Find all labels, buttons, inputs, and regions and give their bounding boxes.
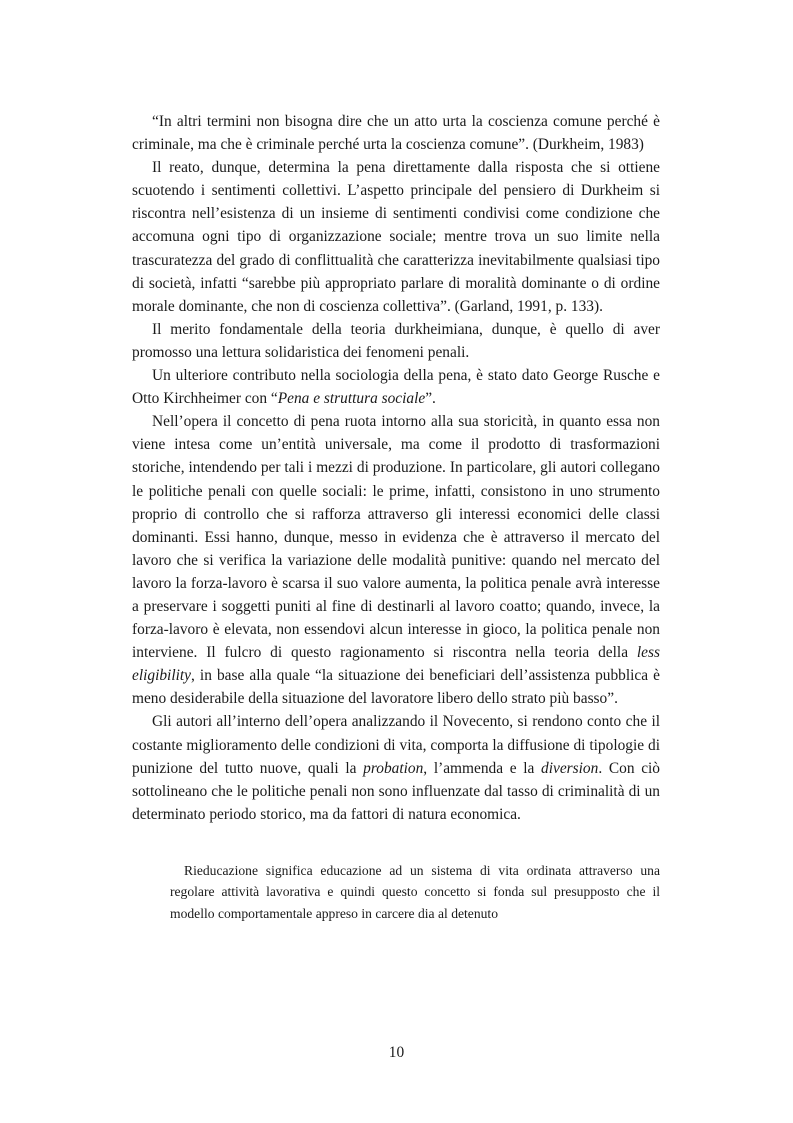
term-less-eligibility: less eligibility [132, 644, 660, 685]
paragraph-durkheim-quote: “In altri termini non bisogna dire che un atto urta la coscienza comune perché è criminale, ma che è criminale perché urta la coscienza comune”. (Durkheim, 1983) [132, 113, 660, 154]
book-title: Pena e struttura sociale [277, 390, 426, 408]
page-body [132, 110, 660, 924]
text-run: Un ulteriore contributo nella sociologia della pena, è stato dato George Rusche e Otto Kirchheimer con “ [132, 367, 660, 408]
page-number: 10 [388, 1044, 405, 1061]
text-run: , l’ammenda e la [423, 759, 542, 777]
block-quote: Rieducazione significa educazione ad un sistema di vita ordinata attraverso una regolare attività lavorativa e quindi questo concetto si fonda sul presupposto che il modello comportamentale appreso in carcere dia al detenuto [170, 862, 660, 921]
text-run: , in base alla quale “la situazione dei beneficiari dell’assistenza pubblica è meno desiderabile della situazione del lavoratore libero dello strato più basso”. [132, 667, 660, 708]
term-diversion: diversion [541, 759, 599, 777]
text-run: . Con ciò sottolineano che le politiche penali non sono influenzate dal tasso di criminalità di un determinato periodo storico, ma da fattori di natura economica. [132, 759, 660, 823]
paragraph-rusche-kirchheimer [132, 364, 660, 410]
paragraph-reato: Il reato, dunque, determina la pena direttamente dalla risposta che si ottiene scuotendo i sentimenti collettivi. L’aspetto principale del pensiero di Durkheim si riscontra nell’esistenza di un insieme di sentimenti condivisi come condizione che accomuna ogni tipo di organizzazione sociale; mentre trova un suo limite nella trascuratezza del grado di conflittualità che caratterizza inevitabilmente qualsiasi tipo di società, infatti “sarebbe più appropriato parlare di moralità dominante o di ordine morale dominante, che non di coscienza collettiva”. (Garland, 1991, p. 133). [132, 159, 660, 315]
term-probation: probation [363, 759, 424, 777]
text-run: Nell’opera il concetto di pena ruota intorno alla sua storicità, in quanto essa non viene intesa come un’entità universale, ma come il prodotto di trasformazioni storiche, intendendo per tali i mezzi di produzione. In particolare, gli autori collegano le politiche penali con quelle sociali: le prime, infatti, consistono in uno strumento proprio di controllo che si rafforza attraverso gli interessi economici delle classi dominanti. Essi hanno, dunque, messo in evidenza che è attraverso il mercato del lavoro che si verifica la variazione delle modalità punitive: quando nel mercato del lavoro la forza-lavoro è scarsa il suo valore aumenta, la politica penale avrà interesse a preservare i soggetti puniti al fine di destinarli al lavoro coatto; quando, invece, la forza-lavoro è elevata, non essendovi alcun interesse in gioco, la politica penale non interviene. Il fulcro di questo ragionamento si riscontra nella teoria della [132, 413, 660, 662]
text-run: Gli autori all’interno dell’opera analizzando il Novecento, si rendono conto che il costante miglioramento delle condizioni di vita, comporta la diffusione di tipologie di punizione del tutto nuove, quali la [132, 713, 660, 777]
paragraph-opera [132, 410, 660, 710]
text-run: ”. [425, 390, 436, 408]
paragraph-novecento [132, 710, 660, 825]
paragraph-merito: Il merito fondamentale della teoria durkheimiana, dunque, è quello di aver promosso una lettura solidaristica dei fenomeni penali. [132, 320, 660, 361]
